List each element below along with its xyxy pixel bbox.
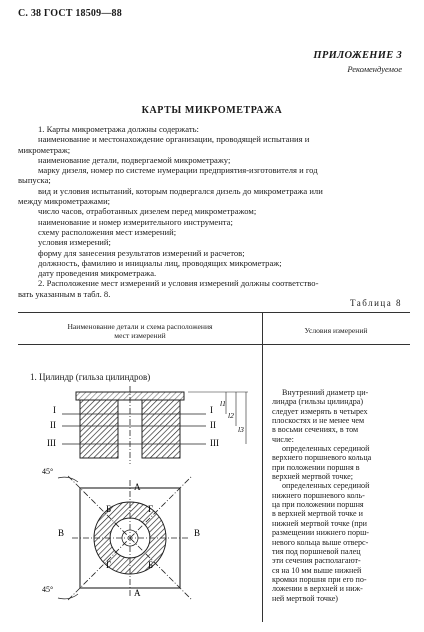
appendix-title: ПРИЛОЖЕНИЕ 3 bbox=[313, 50, 402, 61]
plane-label: Г bbox=[148, 504, 154, 514]
condition-line: кромки поршня при его по- bbox=[272, 574, 367, 584]
cylinder-section-view bbox=[76, 386, 184, 464]
condition-line: размещении нижнего порш- bbox=[272, 528, 369, 538]
table-top-rule bbox=[18, 312, 410, 313]
section-title: КАРТЫ МИКРОМЕТРАЖА bbox=[141, 105, 283, 116]
section-label: I bbox=[210, 405, 213, 415]
plane-label: Б bbox=[148, 560, 154, 570]
body-line: наименование и местонахождение организации, проводящей испытания и bbox=[38, 134, 310, 145]
body-line: число часов, отработанных дизелем перед микрометражом; bbox=[38, 206, 257, 217]
item-label: 1. Цилиндр (гильза цилиндров) bbox=[30, 372, 151, 382]
appendix-subtitle: Рекомендуемое bbox=[347, 64, 402, 74]
section-label: II bbox=[50, 420, 56, 430]
dimension-label: l3 bbox=[238, 425, 244, 434]
body-line: вать указанным в табл. 8. bbox=[18, 288, 111, 299]
condition-line: следует измерять в четырех bbox=[272, 406, 368, 416]
condition-line: в верхней мертвой точке и bbox=[272, 509, 363, 519]
condition-line: верхнего поршневого кольца bbox=[272, 453, 372, 463]
condition-line: тия под поршневой палец bbox=[272, 546, 361, 556]
body-line: вид и условия испытаний, которым подвергался дизель до микрометража или bbox=[38, 185, 323, 196]
cylinder-diagram bbox=[22, 382, 258, 604]
body-line: условия измерений; bbox=[38, 237, 111, 248]
body-line: дату проведения микрометража. bbox=[38, 268, 157, 279]
body-line: наименование детали, подвергаемой микрометражу; bbox=[38, 154, 231, 165]
table-header-col1 bbox=[18, 322, 262, 340]
condition-line: нижней мертвой точке (при bbox=[272, 518, 367, 528]
dimension-label: l1 bbox=[220, 399, 226, 408]
angle-label: 45° bbox=[42, 585, 54, 594]
dimension-label: l2 bbox=[228, 411, 234, 420]
body-line: форму для занесения результатов измерений и расчетов; bbox=[38, 247, 245, 258]
angle-label: 45° bbox=[42, 467, 54, 476]
body-line: наименование и номер измерительного инструмента; bbox=[38, 216, 233, 227]
plane-label: В bbox=[194, 528, 201, 538]
condition-line: ца при положении поршня bbox=[272, 500, 364, 510]
table-column-divider bbox=[262, 312, 263, 622]
header-line: мест измерений bbox=[114, 331, 166, 340]
body-line: марку дизеля, номер по системе нумерации предприятия-изготовителя и год bbox=[38, 165, 318, 176]
section-label: III bbox=[47, 438, 56, 448]
plane-label: Б bbox=[106, 504, 112, 514]
cylinder-plan-view bbox=[68, 476, 192, 600]
condition-line: определенных серединой bbox=[282, 481, 370, 491]
condition-line: Внутренний диаметр ци- bbox=[282, 388, 369, 397]
page-header: С. 38 ГОСТ 18509—88 bbox=[18, 8, 122, 19]
condition-line: ся на 10 мм выше нижней bbox=[272, 565, 362, 575]
condition-line: ней мертвой точке) bbox=[272, 593, 338, 603]
condition-line: числе: bbox=[272, 434, 294, 444]
body-line: схему расположения мест измерений; bbox=[38, 226, 177, 237]
plane-label: В bbox=[58, 528, 65, 538]
condition-line: невого кольца выше отверс- bbox=[272, 537, 369, 547]
section-label: II bbox=[210, 420, 216, 430]
table-header-col2: Условия измерений bbox=[304, 326, 368, 335]
plane-label: А bbox=[134, 482, 141, 492]
condition-line: определенных серединой bbox=[282, 444, 370, 454]
body-line: 2. Расположение мест измерений и условия измерений должны соответство- bbox=[38, 278, 319, 289]
section-label: I bbox=[53, 405, 56, 415]
condition-line: при положении поршня в bbox=[272, 462, 360, 472]
section-label: III bbox=[210, 438, 219, 448]
condition-line: ложении в верхней и ниж- bbox=[272, 584, 363, 594]
plane-label: А bbox=[134, 588, 141, 598]
condition-line: линдра (гильзы цилиндра) bbox=[272, 397, 364, 407]
header-line: Наименование детали и схема расположения bbox=[67, 322, 213, 331]
table-caption: Таблица 8 bbox=[350, 298, 402, 308]
condition-line: верхней мертвой точке; bbox=[272, 472, 354, 482]
plane-label: Г bbox=[106, 560, 112, 570]
condition-line: в восьми сечениях, в том bbox=[272, 425, 359, 435]
condition-line: эти сечения располагают- bbox=[272, 556, 361, 566]
body-line: должность, фамилию и инициалы лиц, проводящих микрометраж; bbox=[38, 257, 282, 268]
body-text bbox=[18, 124, 410, 299]
condition-line: плоскостях и не менее чем bbox=[272, 416, 365, 426]
body-line: между микрометражами; bbox=[18, 196, 111, 207]
table-header-rule bbox=[18, 344, 410, 345]
body-line: микрометраж; bbox=[18, 144, 71, 155]
body-line: выпуска; bbox=[18, 175, 51, 186]
body-line: 1. Карты микрометража должны содержать: bbox=[38, 124, 199, 134]
condition-line: нижнего поршневого коль- bbox=[272, 490, 365, 500]
measurement-conditions bbox=[272, 388, 410, 603]
